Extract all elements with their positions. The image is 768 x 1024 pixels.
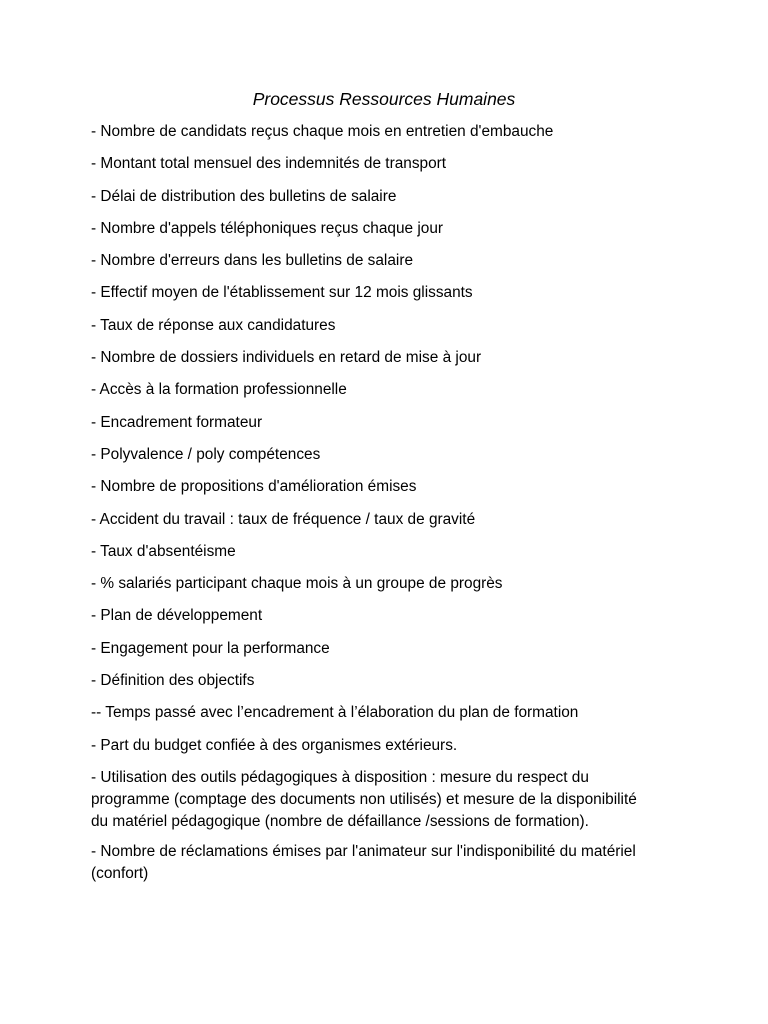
list-item: - Nombre de propositions d'amélioration émises — [91, 478, 417, 496]
list-item: - Accès à la formation professionnelle — [91, 381, 347, 399]
list-item: - Définition des objectifs — [91, 672, 255, 690]
list-item: - Nombre d'appels téléphoniques reçus chaque jour — [91, 219, 444, 237]
page-title: Processus Ressources Humaines — [252, 89, 516, 109]
list-item: - Utilisation des outils pédagogiques à disposition : mesure du respect du programme (comptage des documents non utilisés) et mesure de la disponibilité du matériel pédagogique (nombre de défaillance /sessions de formation). — [91, 768, 637, 830]
list-item: - Nombre de dossiers individuels en retard de mise à jour — [91, 349, 482, 367]
list-item: - Plan de développement — [91, 607, 263, 625]
list-item: - Part du budget confiée à des organismes extérieurs. — [91, 736, 458, 754]
list-item: - Nombre d'erreurs dans les bulletins de salaire — [91, 252, 414, 270]
list-item: - Accident du travail : taux de fréquence / taux de gravité — [91, 510, 476, 528]
list-item: - Taux d'absentéisme — [91, 542, 236, 560]
list-item: - % salariés participant chaque mois à un groupe de progrès — [91, 575, 503, 593]
list-item: - Montant total mensuel des indemnités de transport — [91, 155, 447, 173]
list-item: - Délai de distribution des bulletins de salaire — [91, 187, 397, 205]
list-item: - Encadrement formateur — [91, 413, 263, 431]
list-item: - Polyvalence / poly compétences — [91, 445, 321, 463]
indicator-list — [91, 121, 651, 895]
list-item: -- Temps passé avec l’encadrement à l’élaboration du plan de formation — [91, 704, 579, 722]
list-item: - Nombre de réclamations émises par l'animateur sur l'indisponibilité du matériel (confort) — [91, 842, 636, 882]
list-item: - Taux de réponse aux candidatures — [91, 316, 336, 334]
list-item: - Engagement pour la performance — [91, 639, 330, 657]
list-item: - Effectif moyen de l'établissement sur 12 mois glissants — [91, 284, 473, 302]
list-item: - Nombre de candidats reçus chaque mois en entretien d'embauche — [91, 123, 554, 140]
